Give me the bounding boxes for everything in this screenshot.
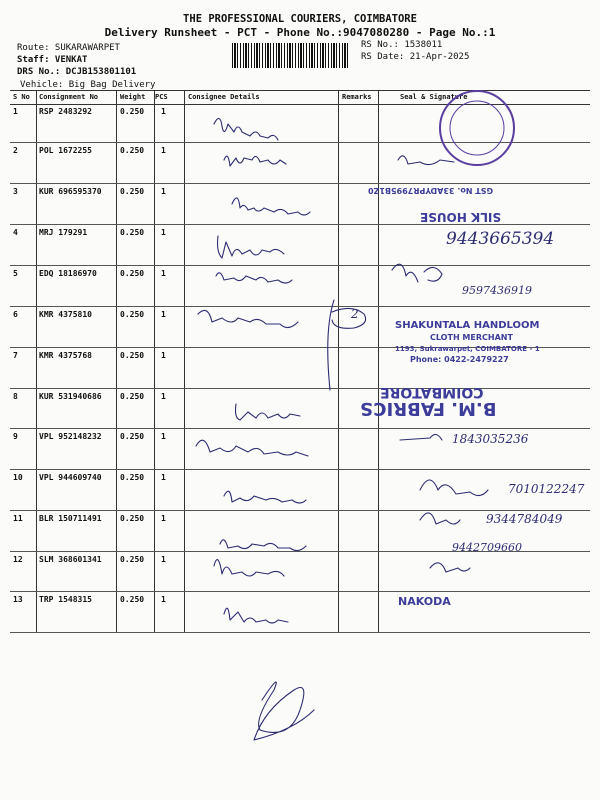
row-weight: 0.250 bbox=[120, 555, 145, 564]
row-weight: 0.250 bbox=[120, 473, 145, 482]
row-consignment: BLR 150711491 bbox=[39, 514, 102, 523]
row-pcs: 1 bbox=[161, 392, 166, 401]
row-weight: 0.250 bbox=[120, 514, 145, 523]
company-name: THE PROFESSIONAL COURIERS, COIMBATORE bbox=[183, 13, 417, 25]
seal-scribble bbox=[420, 513, 460, 524]
staff-label: Staff: VENKAT bbox=[17, 55, 88, 65]
row-sno: 3 bbox=[13, 187, 18, 196]
row-consignment: KMR 4375810 bbox=[39, 310, 92, 319]
row-weight: 0.250 bbox=[120, 595, 145, 604]
consignee-signature bbox=[224, 156, 286, 166]
row-consignment: KUR 531940686 bbox=[39, 392, 102, 401]
handwritten-phone: 9443665394 bbox=[446, 229, 555, 249]
rs-number: RS No.: 1538011 bbox=[361, 40, 443, 50]
row-weight: 0.250 bbox=[120, 107, 145, 116]
row-pcs: 1 bbox=[161, 187, 166, 196]
consignee-signature bbox=[224, 491, 306, 503]
consignee-signature bbox=[236, 404, 301, 420]
remarks-arrow bbox=[328, 300, 334, 390]
row-sno: 2 bbox=[13, 146, 18, 155]
rs-date: RS Date: 21-Apr-2025 bbox=[361, 52, 470, 62]
col-sno: S No bbox=[13, 93, 30, 101]
remarks-circle bbox=[332, 308, 366, 328]
bm-fabrics-stamp-name: B.M. FABRICS bbox=[360, 398, 497, 419]
row-consignment: KMR 4375768 bbox=[39, 351, 92, 360]
row-consignment: POL 1672255 bbox=[39, 146, 92, 155]
consignee-signature bbox=[218, 236, 285, 258]
row-pcs: 1 bbox=[161, 310, 166, 319]
shakuntala-stamp-address: 1193, Sukrawarpet, COIMBATORE - 1 bbox=[395, 345, 540, 353]
row-pcs: 1 bbox=[161, 473, 166, 482]
row-sno: 9 bbox=[13, 432, 18, 441]
consignee-signature bbox=[216, 273, 292, 283]
row-consignment: EDQ 18186970 bbox=[39, 269, 97, 278]
route-label: Route: SUKARAWARPET bbox=[17, 43, 120, 53]
row-pcs: 1 bbox=[161, 432, 166, 441]
row-consignment: TRP 1548315 bbox=[39, 595, 92, 604]
row-consignment: VPL 944609740 bbox=[39, 473, 102, 482]
row-sno: 13 bbox=[13, 595, 23, 604]
row-pcs: 1 bbox=[161, 269, 166, 278]
row-sno: 12 bbox=[13, 555, 23, 564]
remarks-number: 2 bbox=[351, 307, 359, 321]
consignee-signature bbox=[198, 310, 298, 327]
col-remarks: Remarks bbox=[342, 93, 372, 101]
col-consignment: Consignment No bbox=[39, 93, 99, 101]
row-pcs: 1 bbox=[161, 555, 166, 564]
row-sno: 7 bbox=[13, 351, 18, 360]
row-sno: 8 bbox=[13, 392, 18, 401]
handwritten-phone: 9597436919 bbox=[462, 284, 532, 297]
consignee-signature bbox=[220, 540, 306, 551]
bottom-signature bbox=[254, 682, 314, 740]
row-consignment: SLM 368601341 bbox=[39, 555, 102, 564]
drs-number: DRS No.: DCJB153801101 bbox=[17, 67, 137, 77]
row-weight: 0.250 bbox=[120, 146, 145, 155]
gst-stamp-line: GST No. 33ADYPR7995B1Z0 bbox=[368, 186, 494, 195]
nakoda-stamp: NAKODA bbox=[398, 595, 451, 608]
shakuntala-stamp-title: SHAKUNTALA HANDLOOM bbox=[395, 320, 540, 331]
shakuntala-stamp-phone: Phone: 0422-2479227 bbox=[410, 355, 509, 364]
row-sno: 1 bbox=[13, 107, 18, 116]
seal-scribble bbox=[398, 156, 454, 165]
col-seal: Seal & Signature bbox=[400, 93, 468, 101]
col-weight: Weight bbox=[120, 93, 146, 101]
row-weight: 0.250 bbox=[120, 228, 145, 237]
row-sno: 4 bbox=[13, 228, 18, 237]
seal-scribble bbox=[392, 264, 418, 282]
silk-house-stamp: SILK HOUSE bbox=[420, 210, 502, 224]
row-weight: 0.250 bbox=[120, 269, 145, 278]
row-weight: 0.250 bbox=[120, 310, 145, 319]
row-pcs: 1 bbox=[161, 107, 166, 116]
bm-fabrics-stamp-city: COIMBATORE bbox=[380, 384, 484, 400]
consignee-signature bbox=[214, 118, 278, 140]
row-consignment: VPL 952148232 bbox=[39, 432, 102, 441]
row-pcs: 1 bbox=[161, 146, 166, 155]
handwritten-phone: 9442709660 bbox=[452, 541, 522, 554]
row-consignment: KUR 696595370 bbox=[39, 187, 102, 196]
shakuntala-stamp-subtitle: CLOTH MERCHANT bbox=[430, 333, 513, 342]
consignee-signature bbox=[196, 440, 308, 456]
row-sno: 5 bbox=[13, 269, 18, 278]
consignee-signature bbox=[224, 608, 288, 623]
row-consignment: MRJ 179291 bbox=[39, 228, 88, 237]
row-weight: 0.250 bbox=[120, 392, 145, 401]
row-pcs: 1 bbox=[161, 351, 166, 360]
seal-scribble bbox=[424, 267, 442, 281]
row-sno: 10 bbox=[13, 473, 23, 482]
row-pcs: 1 bbox=[161, 514, 166, 523]
row-weight: 0.250 bbox=[120, 432, 145, 441]
runsheet-subtitle: Delivery Runsheet - PCT - Phone No.:9047080280 - Page No.:1 bbox=[104, 26, 496, 39]
handwritten-phone: 7010122247 bbox=[508, 482, 585, 496]
col-pcs: PCS bbox=[155, 93, 168, 101]
consignee-signature bbox=[232, 198, 310, 215]
handwritten-phone: 9344784049 bbox=[486, 512, 563, 526]
row-consignment: RSP 2483292 bbox=[39, 107, 92, 116]
row-pcs: 1 bbox=[161, 595, 166, 604]
seal-scribble bbox=[400, 434, 442, 440]
vehicle-label: Vehicle: Big Bag Delivery bbox=[20, 80, 156, 90]
row-weight: 0.250 bbox=[120, 351, 145, 360]
handwritten-phone: 1843035236 bbox=[452, 432, 529, 446]
row-pcs: 1 bbox=[161, 228, 166, 237]
row-sno: 6 bbox=[13, 310, 18, 319]
seal-scribble bbox=[420, 480, 488, 496]
consignee-signature bbox=[214, 560, 284, 576]
row-weight: 0.250 bbox=[120, 187, 145, 196]
col-consignee: Consignee Details bbox=[188, 93, 260, 101]
row-sno: 11 bbox=[13, 514, 23, 523]
company-seal-stamp bbox=[440, 91, 514, 165]
seal-scribble bbox=[430, 563, 470, 572]
